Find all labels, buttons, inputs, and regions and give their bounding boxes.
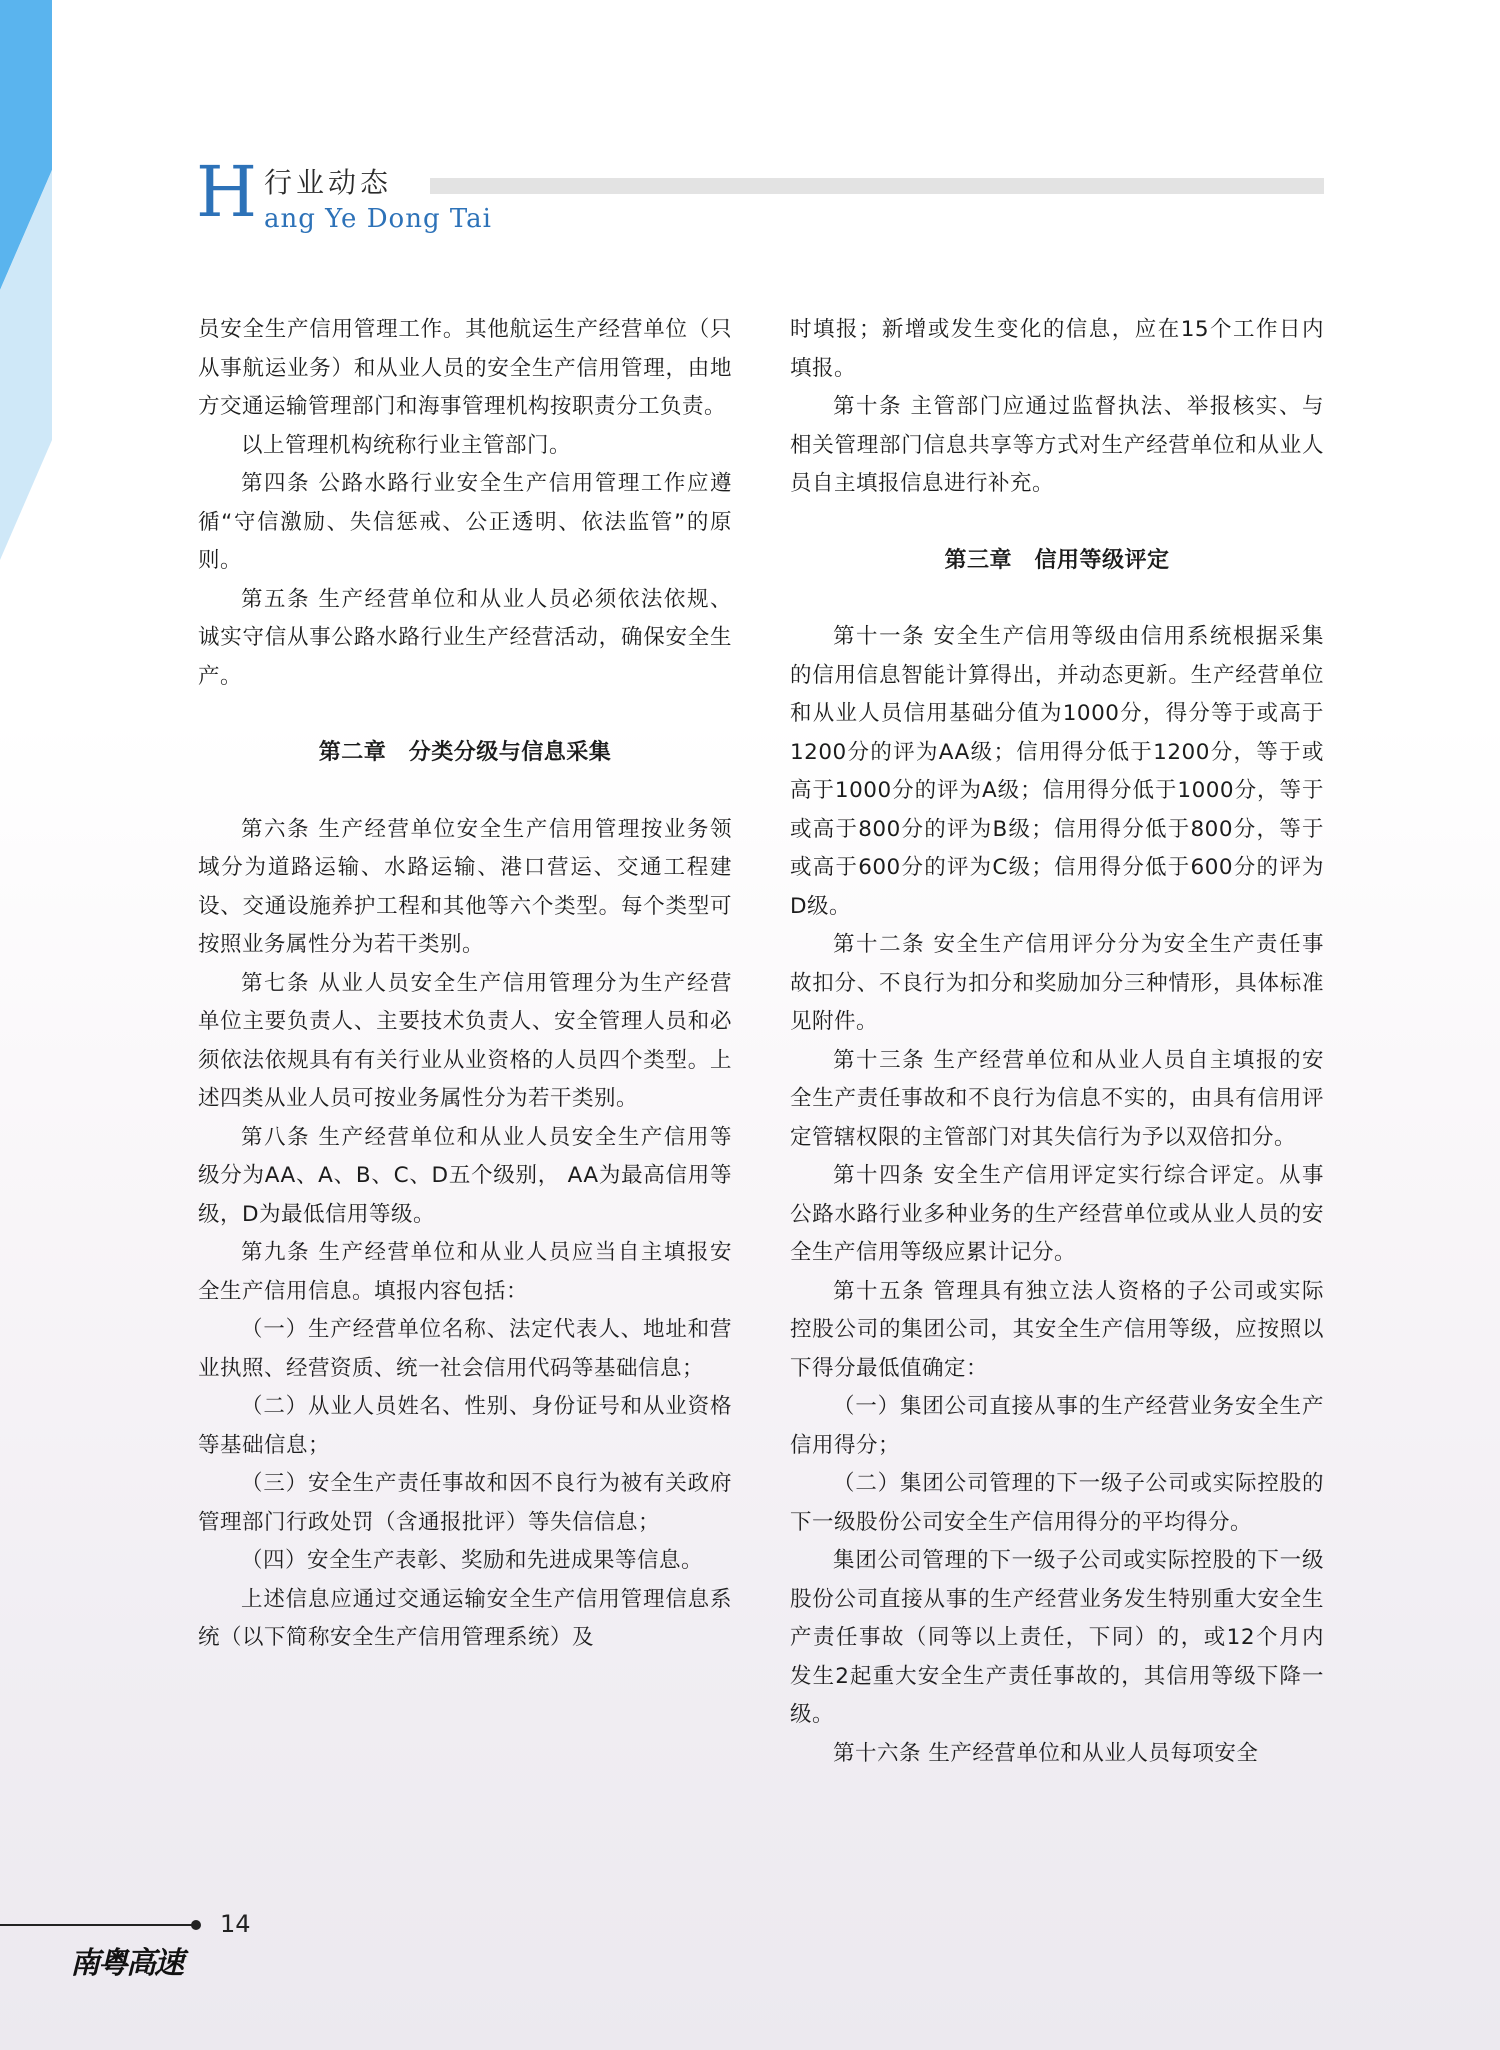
paragraph: 第十一条 安全生产信用等级由信用系统根据采集的信用信息智能计算得出，并动态更新。生产经营单位和从业人员信用基础分值为1000分，得分等于或高于1200分的评为AA级；信用得分低于1200分，等于或高于1000分的评为A级；信用得分低于1000分，等于或高于800分的评为B级；信用得分低于800分，等于或高于600分的评为C级；信用得分低于600分的评为D级。 <box>790 624 1324 919</box>
paragraph: （三）安全生产责任事故和因不良行为被有关政府管理部门行政处罚（含通报批评）等失信信息； <box>198 1471 732 1535</box>
paragraph-continuation: 员安全生产信用管理工作。其他航运生产经营单位（只从事航运业务）和从业人员的安全生产信用管理，由地方交通运输管理部门和海事管理机构按职责分工负责。 <box>198 317 732 419</box>
text-column-left <box>198 311 732 1658</box>
paragraph: 以上管理机构统称行业主管部门。 <box>241 432 572 458</box>
decorative-edge-strip <box>0 0 52 2050</box>
paragraph: 集团公司管理的下一级子公司或实际控股的下一级股份公司直接从事的生产经营业务发生特别重大安全生产责任事故（同等以上责任，下同）的，或12个月内发生2起重大安全生产责任事故的，其信用等级下降一级。 <box>790 1548 1324 1727</box>
paragraph: 第十五条 管理具有独立法人资格的子公司或实际控股公司的集团公司，其安全生产信用等级，应按照以下得分最低值确定： <box>790 1278 1324 1381</box>
paragraph-continuation: 时填报；新增或发生变化的信息，应在15个工作日内填报。 <box>790 317 1324 381</box>
paragraph: 第十条 主管部门应通过监督执法、举报核实、与相关管理部门信息共享等方式对生产经营单位和从业人员自主填报信息进行补充。 <box>790 394 1324 496</box>
paragraph: 第八条 生产经营单位和从业人员安全生产信用等级分为AA、A、B、C、D五个级别， AA为最高信用等级，D为最低信用等级。 <box>198 1124 732 1227</box>
paragraph: 第七条 从业人员安全生产信用管理分为生产经营单位主要负责人、主要技术负责人、安全管理人员和必须依法依规具有有关行业从业资格的人员四个类型。上述四类从业人员可按业务属性分为若干类别。 <box>198 970 732 1111</box>
page-number: 14 <box>220 1910 251 1938</box>
paragraph: （四）安全生产表彰、奖励和先进成果等信息。 <box>241 1548 704 1573</box>
header-divider-bar <box>430 178 1324 194</box>
paragraph: 第九条 生产经营单位和从业人员应当自主填报安全生产信用信息。填报内容包括： <box>198 1240 732 1304</box>
header-initial-letter: H <box>196 151 258 233</box>
paragraph: （一）集团公司直接从事的生产经营业务安全生产信用得分； <box>790 1394 1324 1458</box>
paragraph: 第六条 生产经营单位安全生产信用管理按业务领域分为道路运输、水路运输、港口营运、交通工程建设、交通设施养护工程和其他等六个类型。每个类型可按照业务属性分为若干类别。 <box>198 816 732 957</box>
chapter-heading: 第二章 分类分级与信息采集 <box>318 740 612 765</box>
paragraph: 第十二条 安全生产信用评分分为安全生产责任事故扣分、不良行为扣分和奖励加分三种情形，具体标准见附件。 <box>790 932 1324 1034</box>
magazine-logo: 南粤高速 <box>70 1946 182 1981</box>
header-title-chinese: 行业动态 <box>264 166 393 199</box>
paragraph: 第十三条 生产经营单位和从业人员自主填报的安全生产责任事故和不良行为信息不实的，由具有信用评定管辖权限的主管部门对其失信行为予以双倍扣分。 <box>790 1047 1324 1150</box>
paragraph: （二）集团公司管理的下一级子公司或实际控股的下一级股份公司安全生产信用得分的平均得分。 <box>790 1471 1324 1535</box>
header-title-pinyin: ang Ye Dong Tai <box>264 204 493 234</box>
paragraph: 第五条 生产经营单位和从业人员必须依法依规、诚实守信从事公路水路行业生产经营活动，确保安全生产。 <box>198 586 732 689</box>
section-header <box>196 151 1324 240</box>
chapter-heading: 第三章 信用等级评定 <box>944 547 1170 573</box>
paragraph: 第十六条 生产经营单位和从业人员每项安全 <box>833 1740 1259 1766</box>
paragraph: 第十四条 安全生产信用评定实行综合评定。从事公路水路行业多种业务的生产经营单位或从业人员的安全生产信用等级应累计记分。 <box>790 1163 1324 1265</box>
paragraph: 第四条 公路水路行业安全生产信用管理工作应遵循“守信激励、失信惩戒、公正透明、依法监管”的原则。 <box>198 471 732 573</box>
paragraph: （二）从业人员姓名、性别、身份证号和从业资格等基础信息； <box>198 1394 732 1458</box>
paragraph: （一）生产经营单位名称、法定代表人、地址和营业执照、经营资质、统一社会信用代码等基础信息； <box>198 1317 732 1381</box>
paragraph: 上述信息应通过交通运输安全生产信用管理信息系统（以下简称安全生产信用管理系统）及 <box>198 1586 732 1650</box>
footer-rule <box>0 1924 196 1926</box>
footer-bullet-dot <box>191 1920 201 1930</box>
text-column-right <box>790 311 1324 1773</box>
